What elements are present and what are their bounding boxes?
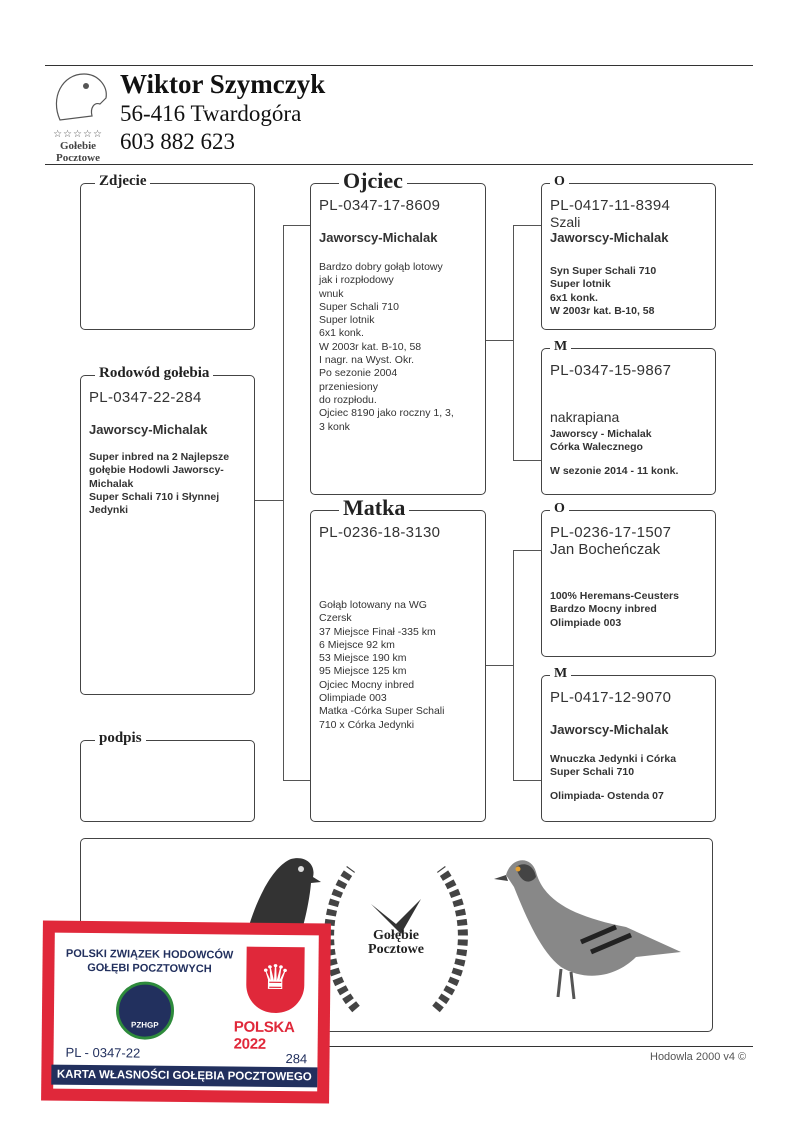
mother-notes: Gołąb lotowany na WG Czersk 37 Miejsce Finał -335 km 6 Miejsce 92 km 53 Miejsce 190 km 95 Miejsce 125 km Ojciec Mocny inbred Olimpiade 003 Matka -Córka Super Schali 710 x Córka Jedynki <box>319 599 445 731</box>
pgm-notes: Jaworscy - Michalak Córka Walecznego <box>550 428 652 454</box>
paternal-grandfather-box <box>541 174 716 330</box>
connector <box>513 225 541 226</box>
card-inner <box>53 933 319 1092</box>
mgm-ring: PL-0417-12-9070 <box>550 689 672 706</box>
pgm-label: M <box>550 339 571 355</box>
pigeon-head-icon <box>42 68 114 124</box>
card-year: POLSKA 2022 <box>233 1018 295 1053</box>
pgf-notes: Syn Super Schali 710 Super lotnik 6x1 konk. W 2003r kat. B-10, 58 <box>550 265 657 317</box>
mgf-notes: 100% Heremans-Ceusters Bardzo Mocny inbred Olimpiade 003 <box>550 590 679 629</box>
mgf-label: O <box>550 501 569 517</box>
pzhgp-emblem: PZHGP <box>116 981 175 1040</box>
father-label: Ojciec <box>339 168 407 194</box>
signature-box[interactable] <box>80 730 255 822</box>
father-box <box>310 168 486 495</box>
mother-ring: PL-0236-18-3130 <box>319 524 441 541</box>
connector <box>513 780 541 781</box>
pgf-label: O <box>550 174 569 190</box>
mother-label: Matka <box>339 495 409 521</box>
connector <box>283 780 310 781</box>
ownership-card <box>41 920 331 1103</box>
card-title: KARTA WŁASNOŚCI GOŁĘBIA POCZTOWEGO <box>51 1065 317 1088</box>
connector <box>513 225 514 461</box>
mother-box <box>310 495 486 822</box>
father-notes: Bardzo dobry gołąb lotowy jak i rozpłodowy wnuk Super Schali 710 Super lotnik 6x1 konk. W 2003r kat. B-10, 58 I nagr. na Wyst. Okr. Po sezonie 2004 przeniesiony do rozpłodu. Ojciec 8190 jako roczny 1, 3, 3 konk <box>319 261 454 433</box>
connector <box>486 340 513 341</box>
father-ring: PL-0347-17-8609 <box>319 197 441 214</box>
pigeon-right-image <box>486 847 686 1022</box>
subject-ring: PL-0347-22-284 <box>89 389 202 406</box>
card-ring-number: 284 <box>285 1051 308 1067</box>
subject-notes: Super inbred na 2 Najlepsze gołębie Hodowli Jaworscy- Michalak Super Schali 710 i Słynnej Jedynki <box>89 451 230 517</box>
connector <box>255 500 283 501</box>
polish-eagle-emblem: ♛ <box>246 947 305 1014</box>
logo-caption: Gołebie Pocztowe <box>56 140 100 164</box>
stars: ☆☆☆☆☆ <box>53 129 103 140</box>
connector <box>283 225 284 781</box>
father-breeder: Jaworscy-Michalak <box>319 230 438 245</box>
footer-credit: Hodowla 2000 v4 © <box>650 1051 747 1063</box>
banner-logo-caption: Gołębie Pocztowe <box>368 928 424 957</box>
card-ring-prefix: PL - 0347-22 <box>65 1044 141 1061</box>
connector <box>513 460 541 461</box>
pgm-ring: PL-0347-15-9867 <box>550 362 672 379</box>
pgf-ring: PL-0417-11-8394 <box>550 197 671 214</box>
header-bottom-rule <box>45 164 753 165</box>
connector <box>513 550 541 551</box>
owner-address: 56-416 Twardogóra <box>120 101 302 126</box>
owner-phone: 603 882 623 <box>120 129 235 154</box>
mgf-name: Jan Bocheńczak <box>550 541 661 558</box>
maternal-grandfather-box <box>541 501 716 657</box>
mgm-extra: Olimpiada- Ostenda 07 <box>550 789 664 802</box>
pgm-extra: W sezonie 2014 - 11 konk. <box>550 464 679 477</box>
header-logo <box>42 68 114 164</box>
connector <box>486 665 513 666</box>
mgm-notes: Wnuczka Jedynki i Córka Super Schali 710 <box>550 753 677 779</box>
mgf-ring: PL-0236-17-1507 <box>550 524 672 541</box>
subject-pigeon-box <box>80 365 255 695</box>
signature-label: podpis <box>95 730 146 747</box>
pgf-breeder: Jaworscy-Michalak <box>550 230 669 245</box>
maternal-grandmother-box <box>541 666 716 822</box>
subject-label: Rodowód gołebia <box>95 365 213 382</box>
pgf-name: Szali <box>550 214 581 230</box>
header-top-rule <box>45 65 753 66</box>
subject-breeder: Jaworscy-Michalak <box>89 422 208 437</box>
photo-label: Zdjecie <box>95 173 150 190</box>
connector <box>513 550 514 781</box>
paternal-grandmother-box <box>541 339 716 495</box>
owner-info <box>120 68 325 156</box>
connector <box>283 225 310 226</box>
mgm-breeder: Jaworscy-Michalak <box>550 722 669 737</box>
mgm-label: M <box>550 666 571 682</box>
pgm-name: nakrapiana <box>550 409 620 425</box>
owner-name: Wiktor Szymczyk <box>120 69 326 99</box>
photo-box[interactable] <box>80 173 255 330</box>
card-org: POLSKI ZWIĄZEK HODOWCÓW GOŁĘBI POCZTOWYCH <box>65 947 234 976</box>
